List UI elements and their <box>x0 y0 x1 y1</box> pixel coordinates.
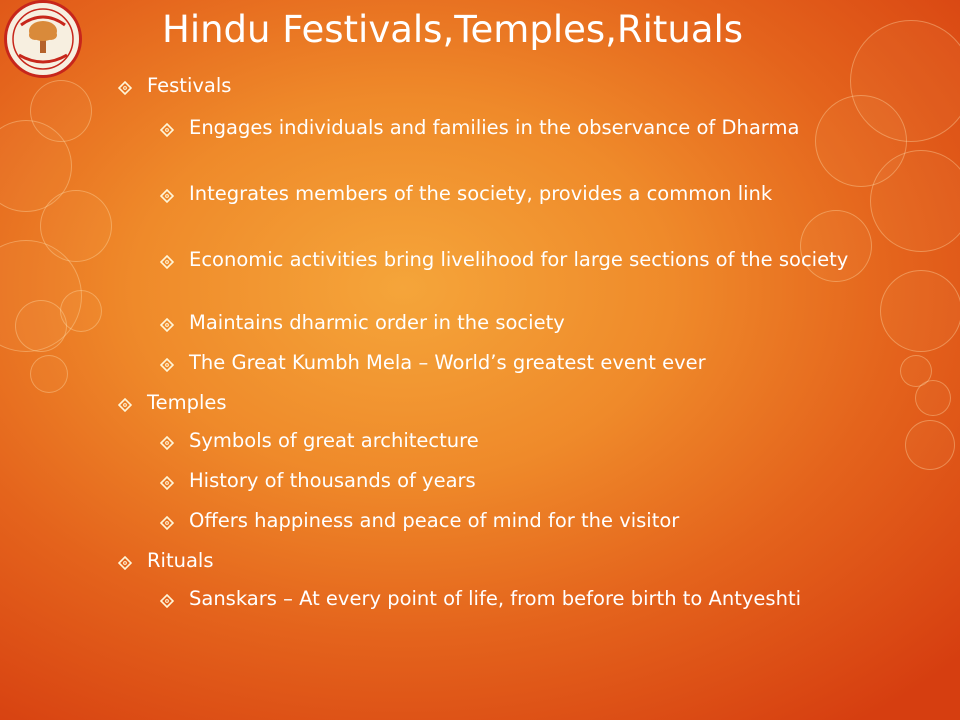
decorative-bubble <box>60 290 102 332</box>
bullet-point <box>160 430 850 455</box>
hollow-diamond-bullet-icon <box>160 252 174 274</box>
section-heading <box>118 550 878 575</box>
section-heading <box>118 392 878 417</box>
bullet-point-text: Engages individuals and families in the observance of Dharma <box>189 116 800 139</box>
bullet-point-text: Maintains dharmic order in the society <box>189 311 565 334</box>
bullet-point <box>160 588 850 613</box>
section-heading-text: Rituals <box>147 549 214 572</box>
hollow-diamond-bullet-icon <box>160 355 174 377</box>
bullet-point <box>160 312 850 337</box>
bullet-point <box>160 510 850 535</box>
bullet-point <box>160 249 850 274</box>
decorative-bubble <box>870 150 960 252</box>
bullet-point-text: Sanskars – At every point of life, from before birth to Antyeshti <box>189 587 802 610</box>
bullet-point-text: Offers happiness and peace of mind for the visitor <box>189 509 680 532</box>
bullet-point-text: History of thousands of years <box>189 469 476 492</box>
hollow-diamond-bullet-icon <box>118 553 132 575</box>
bullet-point <box>160 183 850 208</box>
bullet-point-text: Economic activities bring livelihood for large sections of the society <box>189 248 849 271</box>
seal-emblem-icon <box>7 3 79 75</box>
bullet-point-text: Symbols of great architecture <box>189 429 479 452</box>
hollow-diamond-bullet-icon <box>160 513 174 535</box>
decorative-bubble <box>30 355 68 393</box>
section-heading <box>118 75 878 100</box>
decorative-bubble <box>915 380 951 416</box>
section-heading-text: Festivals <box>147 74 232 97</box>
bullet-point-text: The Great Kumbh Mela – World’s greatest event ever <box>189 351 706 374</box>
hollow-diamond-bullet-icon <box>118 78 132 100</box>
bullet-point-text: Integrates members of the society, provides a common link <box>189 182 773 205</box>
hollow-diamond-bullet-icon <box>160 433 174 455</box>
slide-title: Hindu Festivals,Temples,Rituals <box>162 8 744 51</box>
hollow-diamond-bullet-icon <box>160 315 174 337</box>
hollow-diamond-bullet-icon <box>160 120 174 142</box>
hollow-diamond-bullet-icon <box>160 591 174 613</box>
hollow-diamond-bullet-icon <box>118 395 132 417</box>
bullet-point <box>160 117 850 142</box>
decorative-bubble <box>905 420 955 470</box>
organization-seal-logo <box>4 0 82 78</box>
bullet-point <box>160 470 850 495</box>
hollow-diamond-bullet-icon <box>160 186 174 208</box>
section-heading-text: Temples <box>147 391 227 414</box>
bullet-point <box>160 352 850 377</box>
hollow-diamond-bullet-icon <box>160 473 174 495</box>
decorative-bubble <box>880 270 960 352</box>
